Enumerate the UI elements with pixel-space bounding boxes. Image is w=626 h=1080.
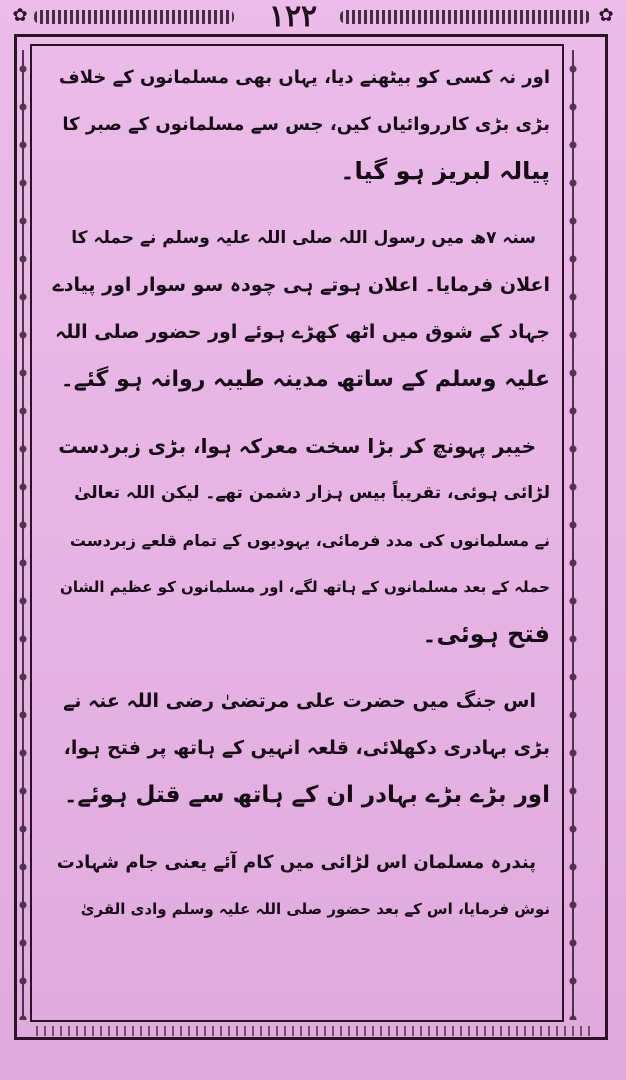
text-line: لڑائی ہوئی، تقریباً بیس ہزار دشمن تھے۔ لیکن اللہ تعالیٰ xyxy=(74,483,550,503)
text-line: پندرہ مسلمان اس لڑائی میں کام آئے یعنی جام شہادت xyxy=(56,852,536,873)
paragraph xyxy=(50,839,550,933)
text-line: بڑی بہادری دکھلائی، قلعہ انہیں کے ہاتھ پر فتح ہوا، xyxy=(63,737,550,759)
text-line: فتح ہوئی۔ xyxy=(422,620,550,648)
flower-ornament-icon: ✿ xyxy=(12,5,28,26)
text-line: خیبر پہونچ کر بڑا سخت معرکہ ہوا، بڑی زبردست xyxy=(58,434,536,458)
text-line: اعلان فرمایا۔ اعلان ہوتے ہی چودہ سو سوار اور پیادے xyxy=(52,274,550,296)
text-line: اور نہ کسی کو بیٹھنے دیا، یہاں بھی مسلمانوں کے خلاف xyxy=(58,67,550,88)
text-line: اور بڑے بڑے بہادر ان کے ہاتھ سے قتل ہوئے۔ xyxy=(63,782,550,808)
page-number: ۱۲۲ xyxy=(268,0,318,34)
header-decorative-rule xyxy=(34,10,234,24)
vine-border-icon xyxy=(566,50,580,1020)
vine-border-icon xyxy=(36,1026,590,1036)
header-decorative-rule xyxy=(340,10,590,24)
paragraph xyxy=(50,423,550,658)
flower-ornament-icon: ✿ xyxy=(598,5,614,26)
vine-border-icon xyxy=(16,50,30,1020)
page-header xyxy=(0,0,626,36)
paragraph xyxy=(50,678,550,819)
text-line: نوش فرمایا، اس کے بعد حضور صلی اللہ علیہ وسلم وادی القریٰ xyxy=(80,900,550,918)
text-line: نے مسلمانوں کی مدد فرمائی، یہودیوں کے تمام قلعے زبردست xyxy=(69,531,550,550)
text-line: سنہ ۷ھ میں رسول اللہ صلی اللہ علیہ وسلم نے حملہ کا xyxy=(71,228,536,248)
text-line: اس جنگ میں حضرت علی مرتضیٰ رضی اللہ عنہ نے xyxy=(63,690,536,712)
paragraph xyxy=(50,54,550,195)
text-line: پیالہ لبریز ہو گیا۔ xyxy=(340,157,550,185)
paragraph xyxy=(50,215,550,403)
text-line: بڑی بڑی کارروائیاں کیں، جس سے مسلمانوں کے صبر کا xyxy=(62,114,550,135)
text-line: جہاد کے شوق میں اٹھ کھڑے ہوئے اور حضور صلی اللہ xyxy=(55,321,550,343)
text-line: حملہ کے بعد مسلمانوں کے ہاتھ لگے، اور مسلمانوں کو عظیم الشان xyxy=(60,578,550,596)
body-text xyxy=(50,54,550,1014)
text-line: علیہ وسلم کے ساتھ مدینہ طیبہ روانہ ہو گئے۔ xyxy=(60,367,550,392)
